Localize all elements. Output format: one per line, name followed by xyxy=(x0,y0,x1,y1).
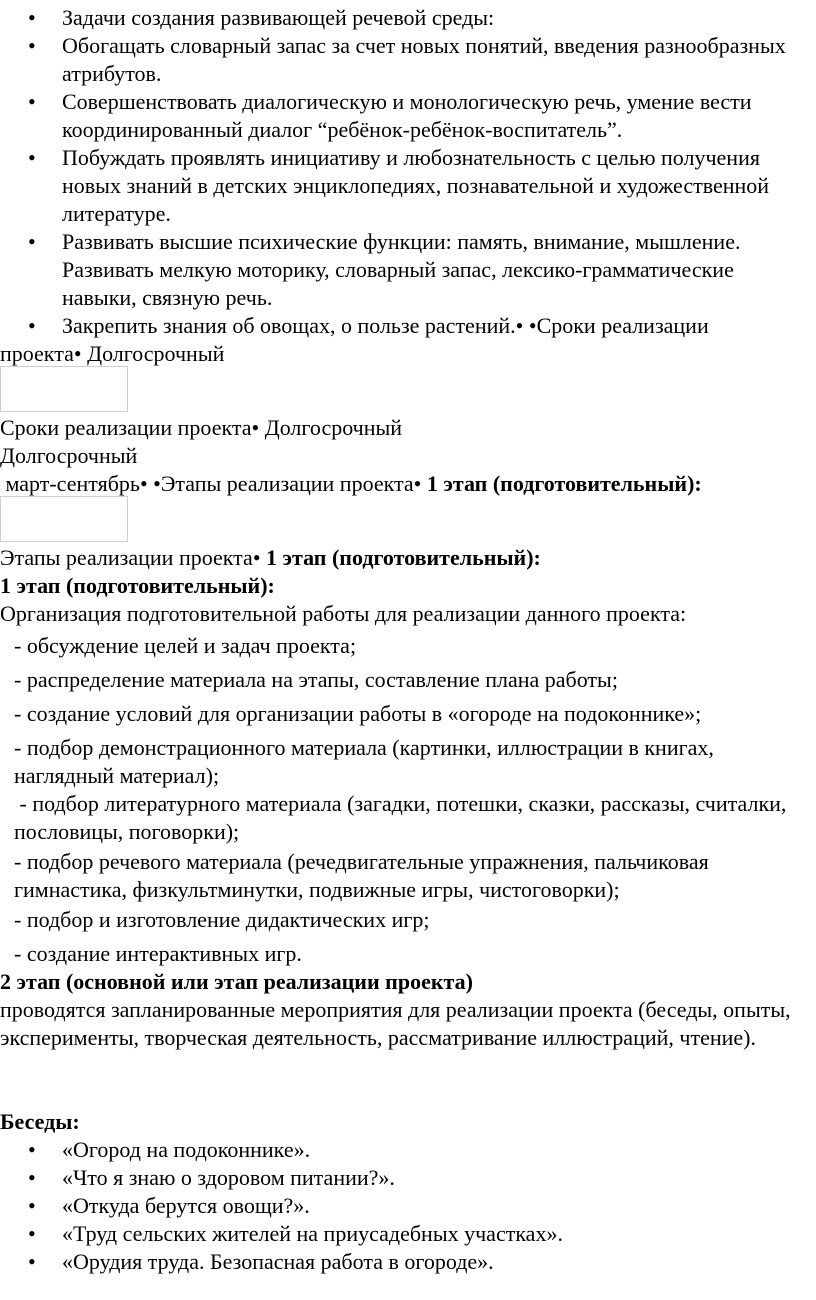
talk-text: «Откуда берутся овощи?». xyxy=(62,1193,310,1218)
period-months-line xyxy=(0,470,702,498)
talk-text: «Орудия труда. Безопасная работа в огороде». xyxy=(62,1249,494,1274)
bullet-icon: • xyxy=(28,89,36,114)
goal-text-line xyxy=(62,312,807,340)
image-placeholder xyxy=(0,496,128,542)
bullet-icon: • xyxy=(28,5,36,30)
period-line xyxy=(0,414,402,442)
image-placeholder xyxy=(0,366,128,412)
bullet-icon: • xyxy=(28,229,36,254)
bullet-icon: • xyxy=(153,471,161,496)
goal-text: Задачи создания развивающей речевой среды: xyxy=(62,5,495,30)
goal-text: Развивать высшие психические функции: память, внимание, мышление. Развивать мелкую моторику, словарный запас, лексико-грамматические навыки, связную речь. xyxy=(62,229,741,310)
stage1-item: - подбор речевого материала (речедвигательные упражнения, пальчиковая гимнастика, физкультминутки, подвижные игры, чистоговорки); xyxy=(14,849,709,902)
talk-text: «Труд сельских жителей на приусадебных участках». xyxy=(62,1221,563,1246)
stage2-heading: 2 этап (основной или этап реализации проекта) xyxy=(0,969,473,994)
period-label: проекта xyxy=(0,341,74,366)
bullet-icon: • xyxy=(28,313,36,338)
bullet-icon: • xyxy=(252,545,261,570)
stage1-item: - создание интерактивных игр. xyxy=(14,941,302,966)
stage1-heading: 1 этап (подготовительный): xyxy=(0,573,275,598)
bullet-icon: • xyxy=(28,1221,36,1246)
period-months: март-сентябрь xyxy=(0,471,140,496)
stage1-item: - подбор литературного материала (загадки, потешки, сказки, рассказы, считалки, пословицы, поговорки); xyxy=(14,791,792,844)
stage1-item: - распределение материала на этапы, составление плана работы; xyxy=(14,667,618,692)
stages-label: Этапы реализации проекта xyxy=(160,471,414,496)
bullet-icon: • xyxy=(28,1137,36,1162)
stage1-item: - обсуждение целей и задач проекта; xyxy=(14,633,357,658)
bullet-icon: • xyxy=(251,415,260,440)
period-label: Сроки реализации xyxy=(536,313,709,338)
bullet-icon: • xyxy=(28,1249,36,1274)
period-line xyxy=(0,340,224,368)
talk-text: «Что я знаю о здоровом питании?». xyxy=(62,1165,395,1190)
stage1-item: - подбор и изготовление дидактических игр; xyxy=(14,907,430,932)
talks-heading: Беседы: xyxy=(0,1109,80,1134)
stage1-item: - подбор демонстрационного материала (картинки, иллюстрации в книгах, наглядный материал); xyxy=(14,735,714,788)
stage1-title: 1 этап (подготовительный): xyxy=(266,545,541,570)
goal-text: Закрепить знания об овощах, о пользе растений. xyxy=(62,313,516,338)
bullet-icon: • xyxy=(28,33,36,58)
bullet-icon: • xyxy=(73,341,82,366)
stage1-item: - создание условий для организации работы в «огороде на подоконнике»; xyxy=(14,701,702,726)
bullet-icon: • xyxy=(28,1193,36,1218)
period-label: Сроки реализации проекта xyxy=(0,415,252,440)
bullet-icon: • xyxy=(413,471,422,496)
bullet-icon: • xyxy=(28,1165,36,1190)
period-value: Долгосрочный xyxy=(0,443,138,468)
goal-text: Обогащать словарный запас за счет новых понятий, введения разнообразных атрибутов. xyxy=(62,33,786,86)
bullet-icon: • xyxy=(139,471,148,496)
bullet-icon: • xyxy=(515,313,524,338)
bullet-icon: • xyxy=(28,145,36,170)
talk-text: «Огород на подоконнике». xyxy=(62,1137,311,1162)
period-value: Долгосрочный xyxy=(264,415,403,440)
bullet-icon: • xyxy=(528,313,537,338)
goal-text: Совершенствовать диалогическую и монологическую речь, умение вести координированный диалог “ребёнок-ребёнок-воспитатель”. xyxy=(62,89,752,142)
stage1-title: 1 этап (подготовительный): xyxy=(426,471,702,496)
stages-line xyxy=(0,544,541,572)
period-value: Долгосрочный xyxy=(87,341,225,366)
goal-text: Побуждать проявлять инициативу и любознательность с целью получения новых знаний в детских энциклопедиях, познавательной и художественной литературе. xyxy=(62,145,770,226)
stages-label: Этапы реализации проекта xyxy=(0,545,253,570)
stage2-text: проводятся запланированные мероприятия для реализации проекта (беседы, опыты, эксперименты, творческая деятельность, рассматривание иллюстраций, чтение). xyxy=(0,997,791,1050)
stage1-intro: Организация подготовительной работы для реализации данного проекта: xyxy=(0,601,687,626)
